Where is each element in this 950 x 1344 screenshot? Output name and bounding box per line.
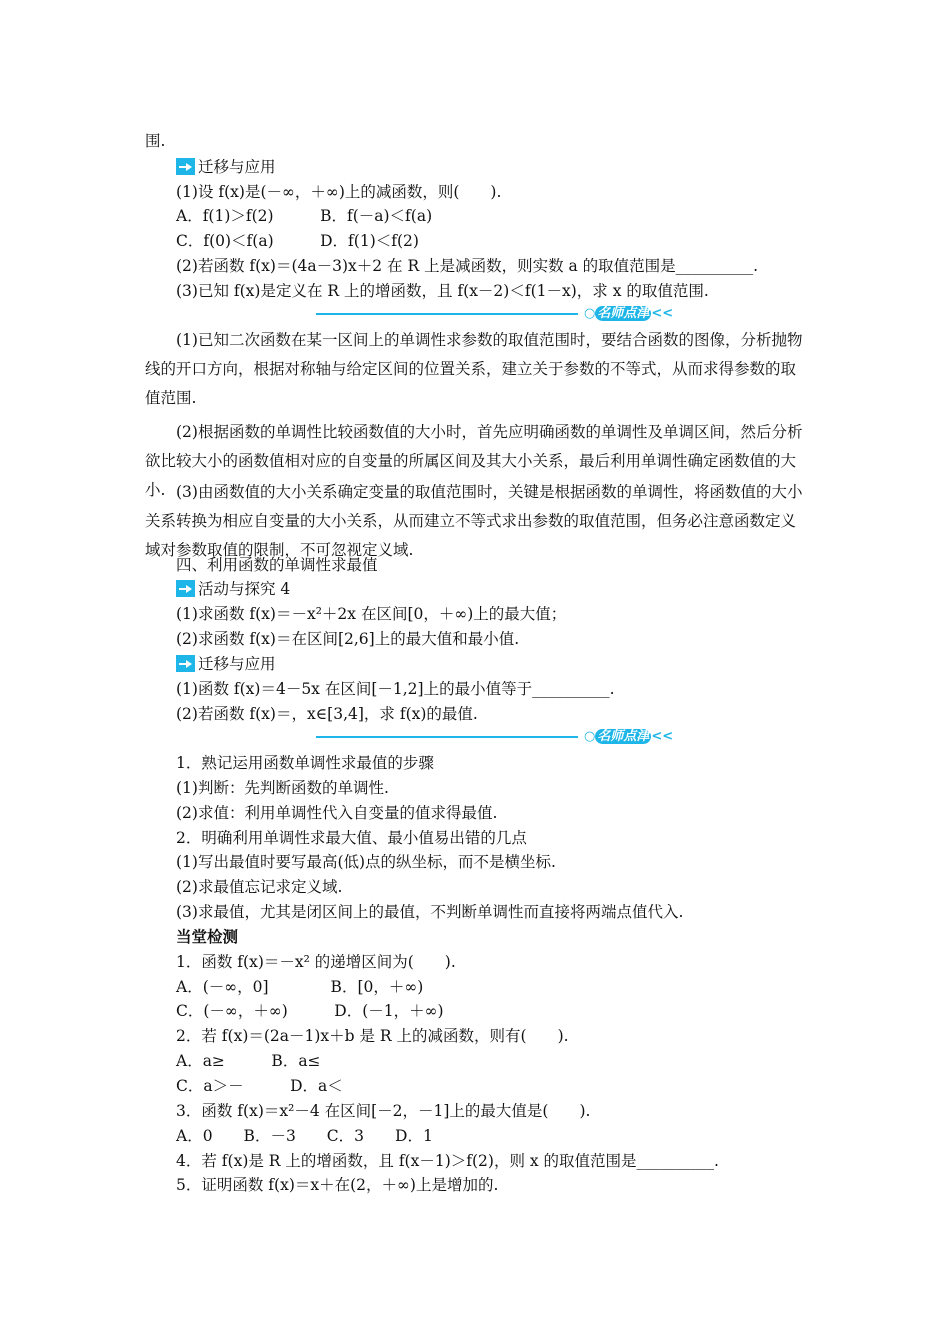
arrow-marker-icon (176, 655, 195, 672)
question-line: (2)若函数 f(x)＝(4a－3)x＋2 在 R 上是减函数，则实数 a 的取值范围是__________. (176, 257, 759, 275)
tip-line: (3)求最值，尤其是闭区间上的最值，不判断单调性而直接将两端点值代入. (176, 903, 684, 921)
question-line: (1)求函数 f(x)＝－x²＋2x 在区间[0，＋∞)上的最大值； (176, 605, 567, 623)
tip-line: (1)写出最值时要写最高(低)点的纵坐标，而不是横坐标. (176, 853, 556, 871)
section-title: 四、利用函数的单调性求最值 (176, 556, 378, 574)
divider-rule (316, 313, 578, 315)
option-line: A．0 B．－3 C．3 D．1 (176, 1127, 433, 1145)
option-line: A．(－∞，0] B．[0，＋∞) (176, 978, 424, 996)
question-line: (1)函数 f(x)＝4－5x 在区间[－1,2]上的最小值等于__________. (176, 680, 615, 698)
option-line: C．a＞－ D．a＜ (176, 1077, 343, 1095)
tip-paragraph: (1)已知二次函数在某一区间上的单调性求参数的取值范围时，要结合函数的图像，分析抛物线的开口方向，根据对称轴与给定区间的位置关系，建立关于参数的不等式，从而求得参数的取值范围. (145, 331, 803, 407)
question-line: (2)若函数 f(x)＝，x∈[3,4]，求 f(x)的最值. (176, 705, 478, 723)
question-line: 1．函数 f(x)＝－x² 的递增区间为( ). (176, 953, 456, 971)
option-line: C．(－∞，＋∞) D．(－1，＋∞) (176, 1002, 444, 1020)
tip-divider (316, 727, 701, 747)
section-heading: 迁移与应用 (176, 157, 276, 177)
section-title: 当堂检测 (176, 928, 239, 946)
tip-line: (2)求最值忘记求定义域. (176, 878, 343, 896)
tip-paragraph: (3)由函数值的大小关系确定变量的取值范围时，关键是根据函数的单调性，将函数值的大小关系转换为相应自变量的大小关系，从而建立不等式求出参数的取值范围，但务必注意函数定义域对参数取值的限制，不可忽视定义域. (145, 483, 803, 559)
tip-paragraph: (2)根据函数的单调性比较函数值的大小时，首先应明确函数的单调性及单调区间，然后分析欲比较大小的函数值相对应的自变量的所属区间及其大小关系，最后利用单调性确定函数值的大小. (145, 423, 803, 499)
arrow-marker-icon (176, 158, 195, 175)
divider-rule (316, 736, 578, 738)
tip-line: 2．明确利用单调性求最大值、最小值易出错的几点 (176, 829, 527, 847)
question-line: (2)求函数 f(x)＝在区间[2,6]上的最大值和最小值. (176, 630, 520, 648)
question-line: (3)已知 f(x)是定义在 R 上的增函数，且 f(x－2)＜f(1－x)，求 x 的取值范围. (176, 282, 709, 300)
question-line: 3．函数 f(x)＝x²－4 在区间[－2，－1]上的最大值是( ). (176, 1102, 591, 1120)
tip-line: (2)求值：利用单调性代入自变量的值求得最值. (176, 804, 498, 822)
tip-divider (316, 304, 701, 324)
question-line: (1)设 f(x)是(－∞，＋∞)上的减函数，则( ). (176, 183, 502, 201)
question-line: 4．若 f(x)是 R 上的增函数，且 f(x－1)＞f(2)，则 x 的取值范围是__________. (176, 1152, 719, 1170)
question-line: 5．证明函数 f(x)＝x＋在(2，＋∞)上是增加的. (176, 1176, 499, 1194)
option-line: A．f(1)＞f(2) B．f(－a)＜f(a) (176, 207, 433, 225)
tip-line: (1)判断：先判断函数的单调性. (176, 779, 389, 797)
arrow-marker-icon (176, 580, 195, 597)
option-line: A．a≥ B．a≤ (176, 1052, 321, 1070)
section-heading: 活动与探究 4 (176, 579, 290, 599)
option-line: C．f(0)＜f(a) D．f(1)＜f(2) (176, 232, 419, 250)
section-heading: 迁移与应用 (176, 654, 276, 674)
question-line: 2．若 f(x)＝(2a－1)x＋b 是 R 上的减函数，则有( ). (176, 1027, 569, 1045)
text-line: 围. (145, 132, 166, 150)
tip-badge: ○ 名师点津 << (584, 306, 674, 321)
tip-line: 1．熟记运用函数单调性求最值的步骤 (176, 754, 434, 772)
tip-badge: ○ 名师点津 << (584, 729, 674, 744)
